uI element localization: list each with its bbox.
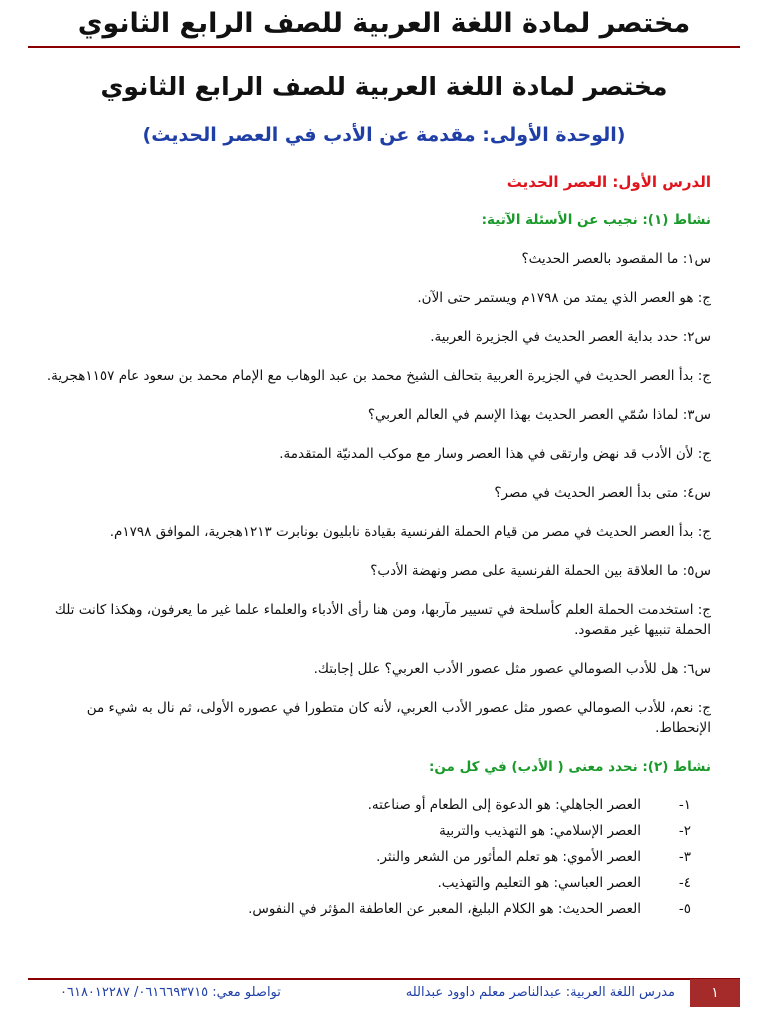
- header-divider: [28, 46, 740, 48]
- unit-title: (الوحدة الأولى: مقدمة عن الأدب في العصر الحديث): [142, 124, 626, 146]
- footer: [60, 985, 675, 1000]
- list-item: [46, 899, 711, 919]
- question-text: س٦: هل للأدب الصومالي عصور مثل عصور الأدب العربي؟ علل إجابتك.: [313, 661, 711, 677]
- list-text: العصر الجاهلي: هو الدعوة إلى الطعام أو صناعته.: [367, 797, 641, 813]
- qa-item-3: [46, 405, 711, 425]
- running-header-title: مختصر لمادة اللغة العربية للصف الرابع الثانوي: [77, 8, 691, 39]
- question-text: س٢: حدد بداية العصر الحديث في الجزيرة العربية.: [430, 329, 711, 345]
- qa-item-6: [46, 659, 711, 679]
- page-number: ١: [690, 979, 740, 1007]
- list-item: [46, 821, 711, 841]
- list-number: ٢-: [678, 823, 691, 839]
- list-number: ٥-: [678, 901, 691, 917]
- list-text: العصر الأموي: هو تعلم المأثور من الشعر والنثر.: [376, 849, 641, 865]
- answer-item-3: [46, 444, 711, 464]
- answer-text: ج: بدأ العصر الحديث في مصر من قيام الحملة الفرنسية بقيادة نابليون بونابرت ١٢١٣هجرية، الموافق ١٧٩٨م.: [109, 524, 711, 540]
- list-text: العصر الحديث: هو الكلام البليغ، المعبر عن العاطفة المؤثر في النفوس.: [248, 901, 641, 917]
- answer-text: ج: لأن الأدب قد نهض وارتقى في هذا العصر وسار مع موكب المدنيّة المتقدمة.: [279, 446, 711, 462]
- answer-text: ج: نعم، للأدب الصومالي عصور مثل عصور الأدب العربي، لأنه كان متطورا في عصوره الأولى، ثم نال به شيء من الإنحطاط.: [86, 700, 711, 736]
- activity-1-heading: نشاط (١): نجيب عن الأسئلة الآتية:: [481, 212, 711, 228]
- question-text: س٣: لماذا سُمّي العصر الحديث بهذا الإسم في العالم العربي؟: [367, 407, 711, 423]
- list-item: [46, 873, 711, 893]
- answer-text: ج: استخدمت الحملة العلم كأسلحة في تسيير مآربها، ومن هنا رأى الأدباء والعلماء علما غير ما يعرفون، وهكذا كانت تلك الحملة تنبيها غير مقصود.: [54, 602, 711, 638]
- answer-item-2: [46, 366, 711, 386]
- document-title: مختصر لمادة اللغة العربية للصف الرابع الثانوي: [100, 72, 668, 101]
- question-text: س٤: متى بدأ العصر الحديث في مصر؟: [494, 485, 711, 501]
- answer-item-5: [46, 600, 711, 640]
- answer-item-4: [46, 522, 711, 542]
- lesson-title: الدرس الأول: العصر الحديث: [506, 173, 711, 191]
- list-text: العصر العباسي: هو التعليم والتهذيب.: [437, 875, 641, 891]
- answer-text: ج: هو العصر الذي يمتد من ١٧٩٨م ويستمر حتى الآن.: [417, 290, 711, 306]
- meaning-list: [46, 795, 711, 919]
- question-text: س١: ما المقصود بالعصر الحديث؟: [521, 251, 711, 267]
- qa-item-1: [46, 249, 711, 269]
- list-number: ٣-: [678, 849, 691, 865]
- qa-item-5: [46, 561, 711, 581]
- footer-divider: [28, 978, 740, 980]
- activity-2-heading: نشاط (٢): نحدد معنى ( الأدب) في كل من:: [429, 759, 711, 775]
- footer-contact: تواصلو معي: ٠٦١٦٦٩٣٧١٥/ ٠٦١٨٠١٢٢٨٧: [60, 985, 281, 1000]
- list-item: [46, 795, 711, 815]
- list-item: [46, 847, 711, 867]
- list-number: ١-: [678, 797, 691, 813]
- answer-item-6: [46, 698, 711, 738]
- qa-item-4: [46, 483, 711, 503]
- qa-item-2: [46, 327, 711, 347]
- list-text: العصر الإسلامي: هو التهذيب والتربية: [439, 823, 641, 839]
- footer-teacher: مدرس اللغة العربية: عبدالناصر معلم داوود عبدالله: [405, 985, 675, 1000]
- question-text: س٥: ما العلاقة بين الحملة الفرنسية على مصر ونهضة الأدب؟: [370, 563, 711, 579]
- list-number: ٤-: [678, 875, 691, 891]
- content-body: [46, 210, 711, 925]
- answer-text: ج: بدأ العصر الحديث في الجزيرة العربية بتحالف الشيخ محمد بن عبد الوهاب مع الإمام محمد بن سعود عام ١١٥٧هجرية.: [46, 368, 711, 384]
- answer-item-1: [46, 288, 711, 308]
